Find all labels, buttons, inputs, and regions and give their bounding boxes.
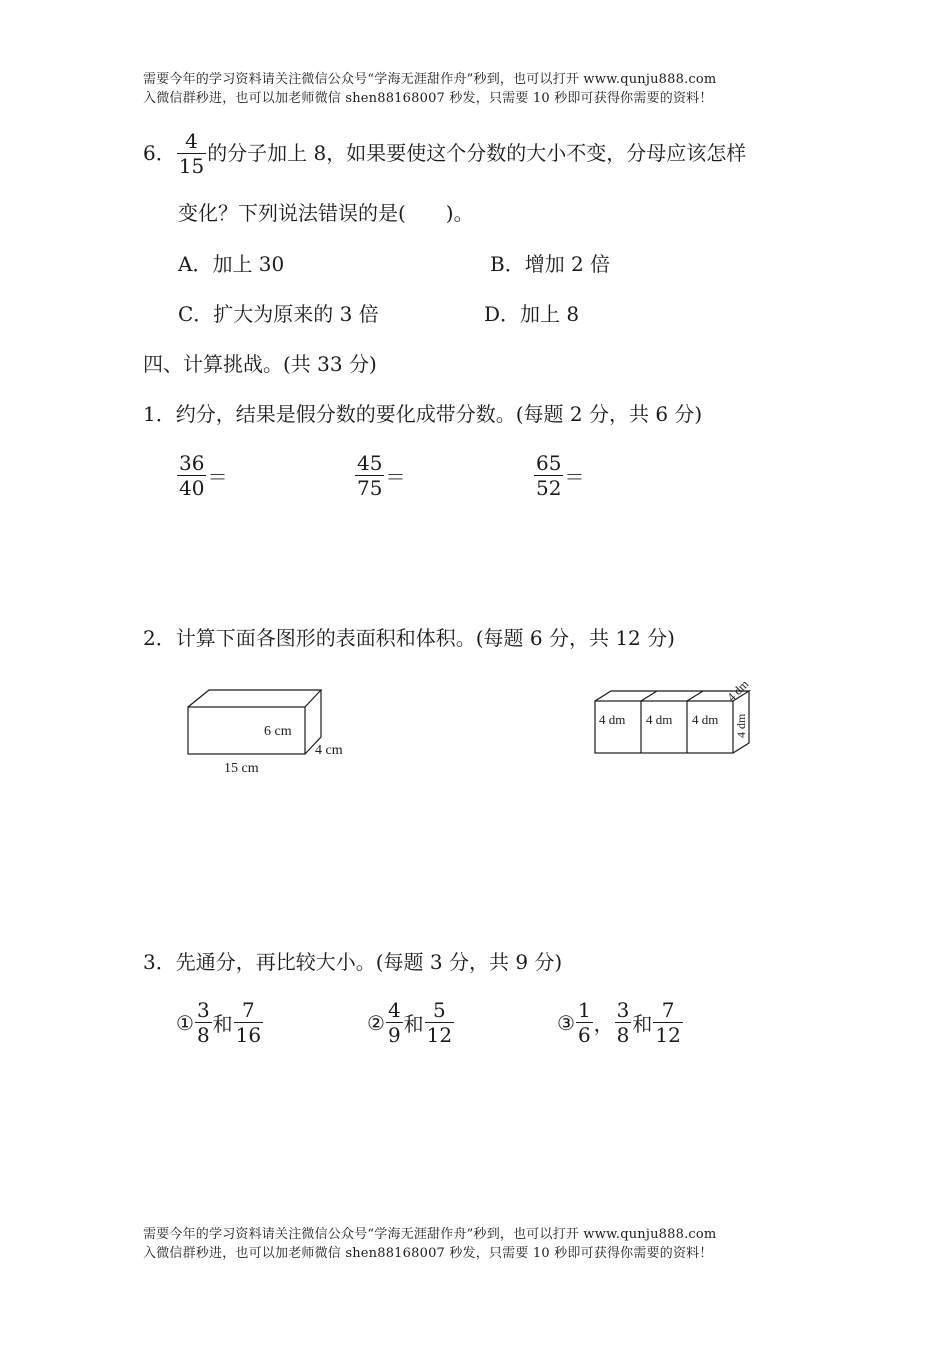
problem-1-item-1 [176,453,227,498]
problem-1-item-2 [354,453,405,498]
fraction-numerator: 3 [196,998,210,1022]
fraction-denominator: 9 [387,1023,401,1047]
bottom-banner-line2: 入微信群秒进，也可以加老师微信 shen88168007 秒发，只需要 10 秒即可获得你需要的资料！ [143,1246,713,1261]
fraction-numerator: 4 [185,128,198,153]
bottom-banner [143,1225,716,1263]
fraction-denominator: 75 [357,476,383,500]
fraction-denominator: 52 [536,476,562,500]
option-d: D．加上 8 [484,302,580,326]
cuboid-depth-label: 4 cm [315,743,343,758]
fraction-denominator: 12 [426,1023,453,1047]
fraction [653,1000,682,1045]
fraction-denominator: 6 [577,1023,591,1047]
conjunction-he: 和 [403,1012,424,1036]
problem-1-title: 1．约分，结果是假分数的要化成带分数。(每题 2 分，共 6 分) [143,402,703,426]
cuboid-figure [180,682,365,782]
cuboid-length-label: 15 cm [224,761,259,776]
fraction-numerator: 4 [387,998,401,1022]
circled-number-3: ③ [557,1010,575,1035]
problem-2-title: 2．计算下面各图形的表面积和体积。(每题 6 分，共 12 分) [143,626,675,650]
conjunction-he: 和 [212,1012,233,1036]
question-6-text-line1: 的分子加上 8，如果要使这个分数的大小不变，分母应该怎样 [207,141,747,165]
fraction [195,1000,212,1045]
option-a: A．加上 30 [178,252,285,276]
cube-edge-label: 4 dm [599,712,626,727]
circled-number-1: ① [176,1010,194,1035]
equals-sign: ＝ [564,465,585,489]
cube-top-divider [687,691,703,701]
cuboid-top-face [188,690,321,707]
fraction [576,1000,593,1045]
fraction [386,1000,403,1045]
top-banner-line1: 需要今年的学习资料请关注微信公众号“学海无涯甜作舟”秒到，也可以打开 www.qunju888.com [143,72,717,87]
problem-3-title: 3．先通分，再比较大小。(每题 3 分，共 9 分) [143,950,563,974]
question-6-text-line2: 变化？下列说法错误的是( )。 [178,201,474,225]
cube-top-divider [641,691,657,701]
cubes-figure [588,676,763,760]
fraction-numerator: 7 [242,998,255,1022]
cube-side-label: 4 dm [734,713,748,738]
fraction-denominator: 16 [235,1023,262,1047]
cube-edge-label: 4 dm [692,712,719,727]
bottom-banner-line1: 需要今年的学习资料请关注微信公众号“学海无涯甜作舟”秒到，也可以打开 www.qunju888.com [143,1227,717,1242]
fraction-numerator: 7 [661,998,675,1022]
fraction-denominator: 8 [196,1023,210,1047]
fraction [355,453,384,498]
fraction [425,1000,454,1045]
fraction-numerator: 36 [179,451,205,475]
question-6-number: 6． [143,141,176,165]
question-6-fraction [177,128,206,178]
fraction-numerator: 45 [357,451,383,475]
conjunction-he: 和 [632,1012,653,1036]
fraction [234,1000,263,1045]
fraction-numerator: 65 [536,451,562,475]
top-banner [143,70,716,108]
option-b: B．增加 2 倍 [490,252,611,276]
cube-edge-label: 4 dm [646,712,673,727]
fraction [177,453,206,498]
fraction-numerator: 1 [577,998,591,1022]
fraction [534,453,563,498]
fraction-numerator: 5 [433,998,446,1022]
problem-3-item-2 [367,1000,455,1045]
section-4-title: 四、计算挑战。(共 33 分) [143,352,377,376]
fraction-denominator: 40 [179,476,205,500]
circled-number-2: ② [367,1010,385,1035]
fraction-numerator: 3 [616,998,630,1022]
equals-sign: ＝ [385,465,406,489]
cuboid-height-label: 6 cm [264,724,292,739]
fraction-denominator: 8 [616,1023,630,1047]
comma: ， [593,1012,614,1036]
problem-3-item-3 [557,1000,684,1045]
fraction [615,1000,632,1045]
problem-3-item-1 [176,1000,264,1045]
fraction-denominator: 12 [655,1023,681,1047]
question-6 [143,127,746,179]
option-c: C．扩大为原来的 3 倍 [178,302,379,326]
fraction-denominator: 15 [178,153,205,178]
top-banner-line2: 入微信群秒进，也可以加老师微信 shen88168007 秒发，只需要 10 秒即可获得你需要的资料！ [143,91,713,106]
equals-sign: ＝ [207,465,228,489]
problem-1-item-3 [533,453,584,498]
cubes-front-face [595,701,733,753]
cube-top-label: 4 dm [724,677,752,705]
